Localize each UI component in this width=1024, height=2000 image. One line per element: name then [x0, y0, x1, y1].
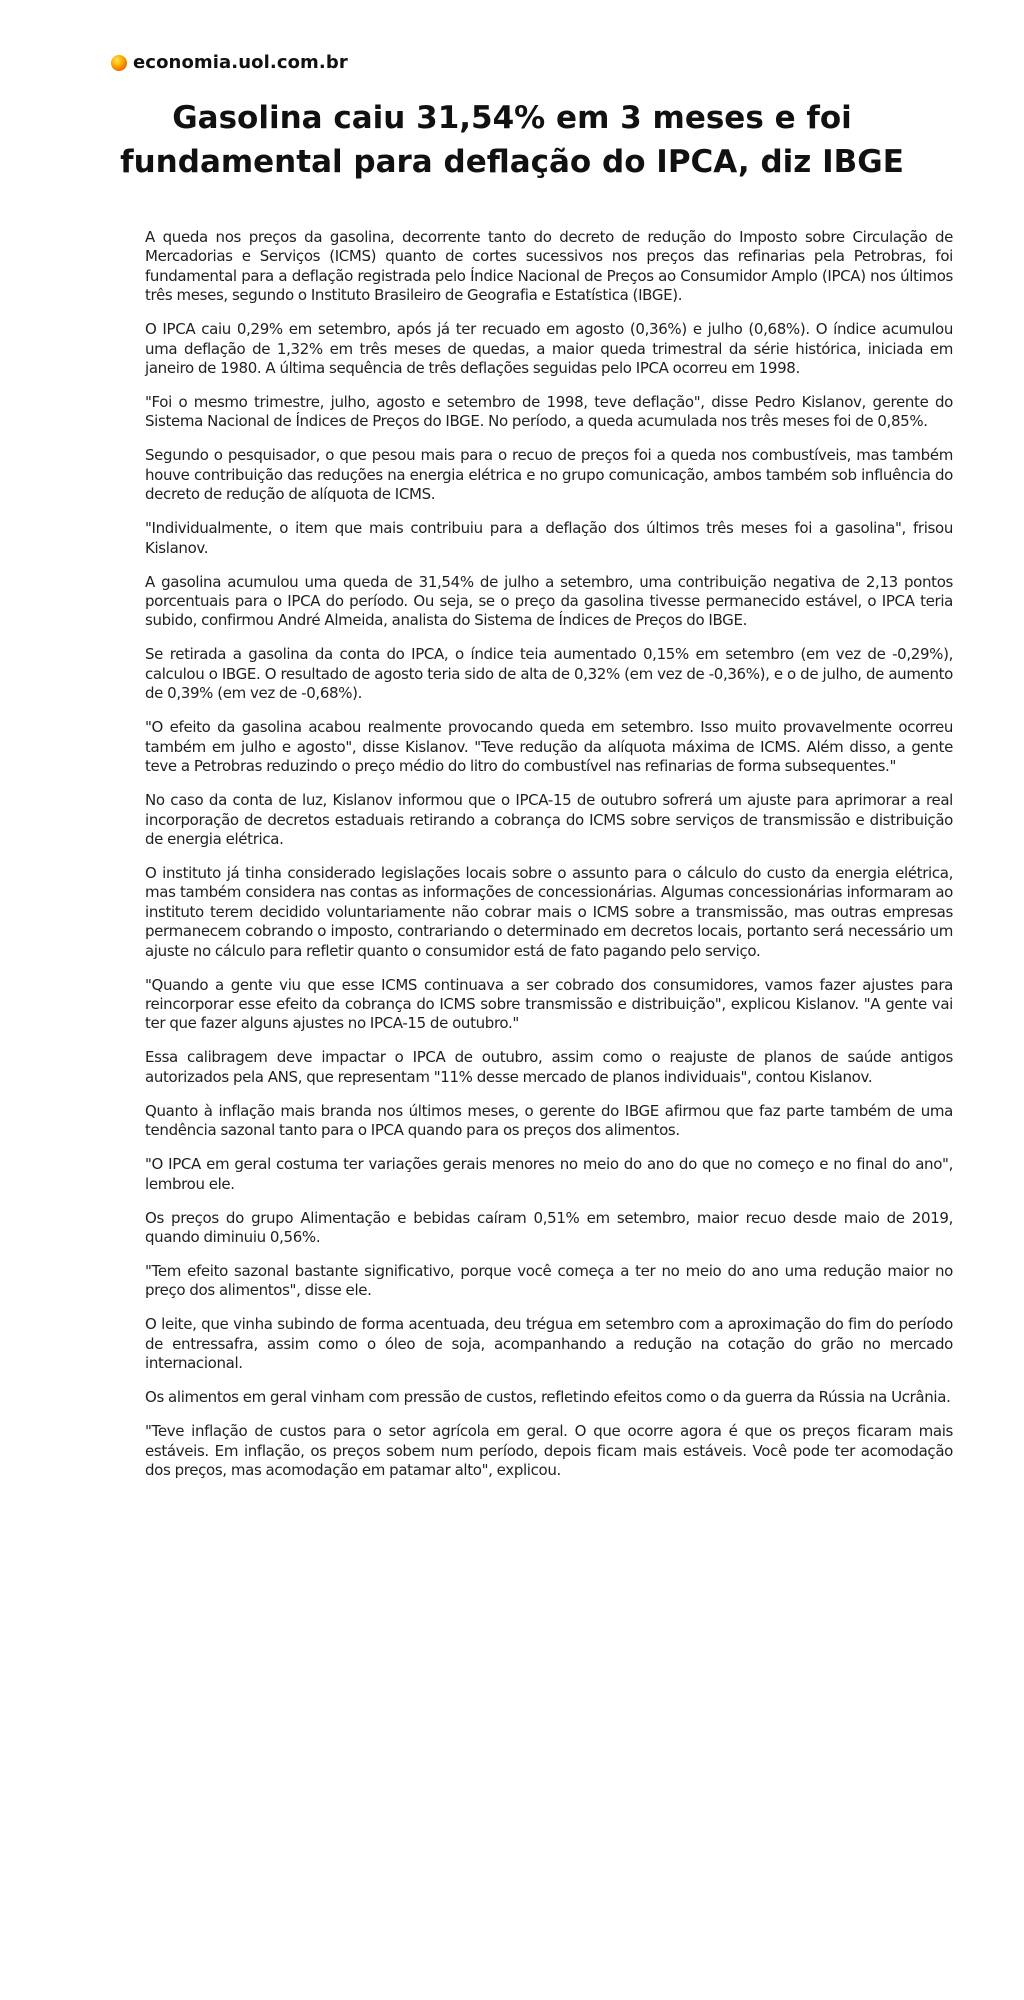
article-paragraph: No caso da conta de luz, Kislanov informou que o IPCA-15 de outubro sofrerá um ajuste para aprimorar a real incorporação de decretos estaduais retirando a cobrança do ICMS sobre serviços de transmissão e distribuição de energia elétrica. [145, 791, 953, 848]
masthead [111, 52, 348, 73]
uol-sphere-icon [111, 55, 127, 71]
article-paragraph: "O efeito da gasolina acabou realmente provocando queda em setembro. Isso muito provavelmente ocorreu também em julho e agosto", disse Kislanov. "Teve redução da alíquota máxima de ICMS. Além disso, a gente teve a Petrobras reduzindo o preço médio do litro do combustível nas refinarias de forma subsequentes." [145, 718, 953, 776]
article-paragraph: Essa calibragem deve impactar o IPCA de outubro, assim como o reajuste de planos de saúde antigos autorizados pela ANS, que representam "11% desse mercado de planos individuais", contou Kislanov. [145, 1048, 953, 1086]
article-paragraph: Os alimentos em geral vinham com pressão de custos, refletindo efeitos como o da guerra da Rússia na Ucrânia. [145, 1388, 951, 1407]
article-paragraph: "Quando a gente viu que esse ICMS continuava a ser cobrado dos consumidores, vamos fazer ajustes para reincorporar esse efeito da cobrança do ICMS sobre transmissão e distribuição", explicou Kislanov. "A gente vai ter que fazer alguns ajustes no IPCA-15 de outubro." [145, 975, 953, 1033]
article-paragraph: "Tem efeito sazonal bastante significativo, porque você começa a ter no meio do ano uma redução maior no preço dos alimentos", disse ele. [145, 1261, 953, 1300]
article-paragraph: A gasolina acumulou uma queda de 31,54% de julho a setembro, uma contribuição negativa de 2,13 pontos porcentuais para o IPCA do período. Ou seja, se o preço da gasolina tivesse permanecido estável, o IPCA teria subido, confirmou André Almeida, analista do Sistema de Índices de Preços do IBGE. [145, 572, 953, 630]
article-paragraph: A queda nos preços da gasolina, decorrente tanto do decreto de redução do Imposto sobre Circulação de Mercadorias e Serviços (ICMS) quanto de cortes sucessivos nos preços das refinarias pela Petrobras, foi fundamental para a deflação registrada pelo Índice Nacional de Preços ao Consumidor Amplo (IPCA) nos últimos três meses, segundo o Instituto Brasileiro de Geografia e Estatística (IBGE). [145, 228, 953, 305]
article-body [145, 228, 953, 1495]
article-paragraph: O instituto já tinha considerado legislações locais sobre o assunto para o cálculo do custo da energia elétrica, mas também considera nas contas as informações de concessionárias. Algumas concessionárias informaram ao instituto terem decidido voluntariamente não cobrar mais o ICMS sobre a transmissão, mas outras empresas permanecem cobrando o imposto, contrariando o determinado em decretos locais, portanto será necessário um ajuste no cálculo para refletir quanto o consumidor está de fato pagando pelo serviço. [145, 863, 953, 960]
article-paragraph: "Foi o mesmo trimestre, julho, agosto e setembro de 1998, teve deflação", disse Pedro Kislanov, gerente do Sistema Nacional de Índices de Preços do IBGE. No período, a queda acumulada nos três meses foi de 0,85%. [145, 393, 953, 431]
article-paragraph: "Teve inflação de custos para o setor agrícola em geral. O que ocorre agora é que os preços ficaram mais estáveis. Em inflação, os preços sobem num período, depois ficam mais estáveis. Você pode ter acomodação dos preços, mas acomodação em patamar alto", explicou. [145, 1422, 953, 1479]
article-paragraph: O IPCA caiu 0,29% em setembro, após já ter recuado em agosto (0,36%) e julho (0,68%). O índice acumulou uma deflação de 1,32% em três meses de quedas, a maior queda trimestral da série histórica, iniciada em janeiro de 1980. A última sequência de três deflações seguidas pelo IPCA ocorreu em 1998. [145, 320, 953, 378]
article-paragraph: Segundo o pesquisador, o que pesou mais para o recuo de preços foi a queda nos combustíveis, mas também houve contribuição das reduções na energia elétrica e no grupo comunicação, ambos também sob influência do decreto de redução de alíquota de ICMS. [145, 446, 953, 504]
article-paragraph: Se retirada a gasolina da conta do IPCA, o índice teia aumentado 0,15% em setembro (em vez de -0,29%), calculou o IBGE. O resultado de agosto teria sido de alta de 0,32% (em vez de -0,36%), e o de julho, de aumento de 0,39% (em vez de -0,68%). [145, 645, 953, 703]
article-paragraph: Os preços do grupo Alimentação e bebidas caíram 0,51% em setembro, maior recuo desde maio de 2019, quando diminuiu 0,56%. [145, 1208, 953, 1246]
article-paragraph: "O IPCA em geral costuma ter variações gerais menores no meio do ano do que no começo e no final do ano", lembrou ele. [145, 1155, 953, 1193]
article-paragraph: Quanto à inflação mais branda nos últimos meses, o gerente do IBGE afirmou que faz parte também de uma tendência sazonal tanto para o IPCA quando para os preços dos alimentos. [145, 1101, 953, 1140]
article-title: Gasolina caiu 31,54% em 3 meses e foi fundamental para deflação do IPCA, diz IBGE [120, 100, 904, 180]
article-paragraph: O leite, que vinha subindo de forma acentuada, deu trégua em setembro com a aproximação do fim do período de entressafra, assim como o óleo de soja, acompanhando a redução na cotação do grão no mercado internacional. [145, 1315, 953, 1373]
article-paragraph: "Individualmente, o item que mais contribuiu para a deflação dos últimos três meses foi a gasolina", frisou Kislanov. [145, 519, 953, 557]
site-name[interactable]: economia.uol.com.br [133, 52, 348, 73]
